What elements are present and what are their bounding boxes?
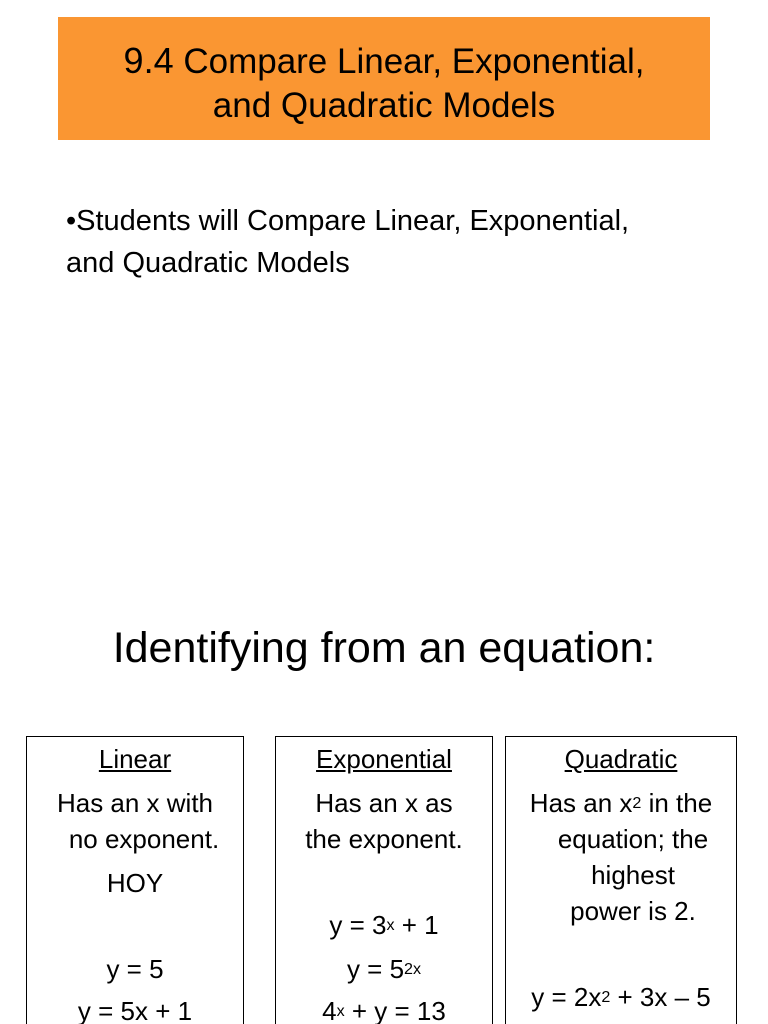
objective-line-2: and Quadratic Models [66, 247, 350, 279]
exponential-eq-2: $y = 5^{2x}$ [346, 954, 422, 984]
linear-desc-3: HOY [106, 868, 164, 898]
objective-text [66, 200, 746, 284]
title-text-1: Compare Linear, Exponential, [183, 42, 645, 81]
quadratic-desc-1: Has an $x^2$ in the [529, 788, 713, 818]
linear-eq-1: y = 5 [106, 954, 164, 984]
section-number: 9.4 [123, 40, 174, 81]
linear-desc-2: no exponent. [68, 824, 220, 854]
linear-column [26, 736, 244, 1024]
quadratic-desc-2: equation; the [557, 824, 709, 854]
quadratic-eq-1: $y = 2x^2 + 3x - 5$ [531, 982, 711, 1012]
exponential-column [275, 736, 493, 1024]
quadratic-column [505, 736, 737, 1024]
title-line-1 [58, 39, 710, 84]
linear-desc-1: Has an x with [56, 788, 214, 818]
quadratic-title: Quadratic [564, 744, 678, 774]
quadratic-desc-3: highest [591, 860, 675, 890]
exponential-title: Exponential [316, 744, 452, 774]
objective-line-1: •Students will Compare Linear, Exponential, [66, 205, 630, 237]
title-banner [58, 17, 710, 140]
exponential-desc-1: Has an x as [315, 788, 453, 818]
exponential-eq-3: $4^x + y = 13$ [322, 996, 446, 1024]
quadratic-desc-4: power is 2. [570, 896, 696, 926]
exponential-desc-2: the exponent. [305, 824, 463, 854]
linear-eq-2: y = 5x + 1 [77, 996, 193, 1024]
section-heading: Identifying from an equation: [112, 624, 656, 672]
linear-title: Linear [98, 744, 172, 774]
title-line-2: and Quadratic Models [212, 86, 556, 125]
exponential-eq-1: $y = 3^x + 1$ [329, 910, 439, 940]
